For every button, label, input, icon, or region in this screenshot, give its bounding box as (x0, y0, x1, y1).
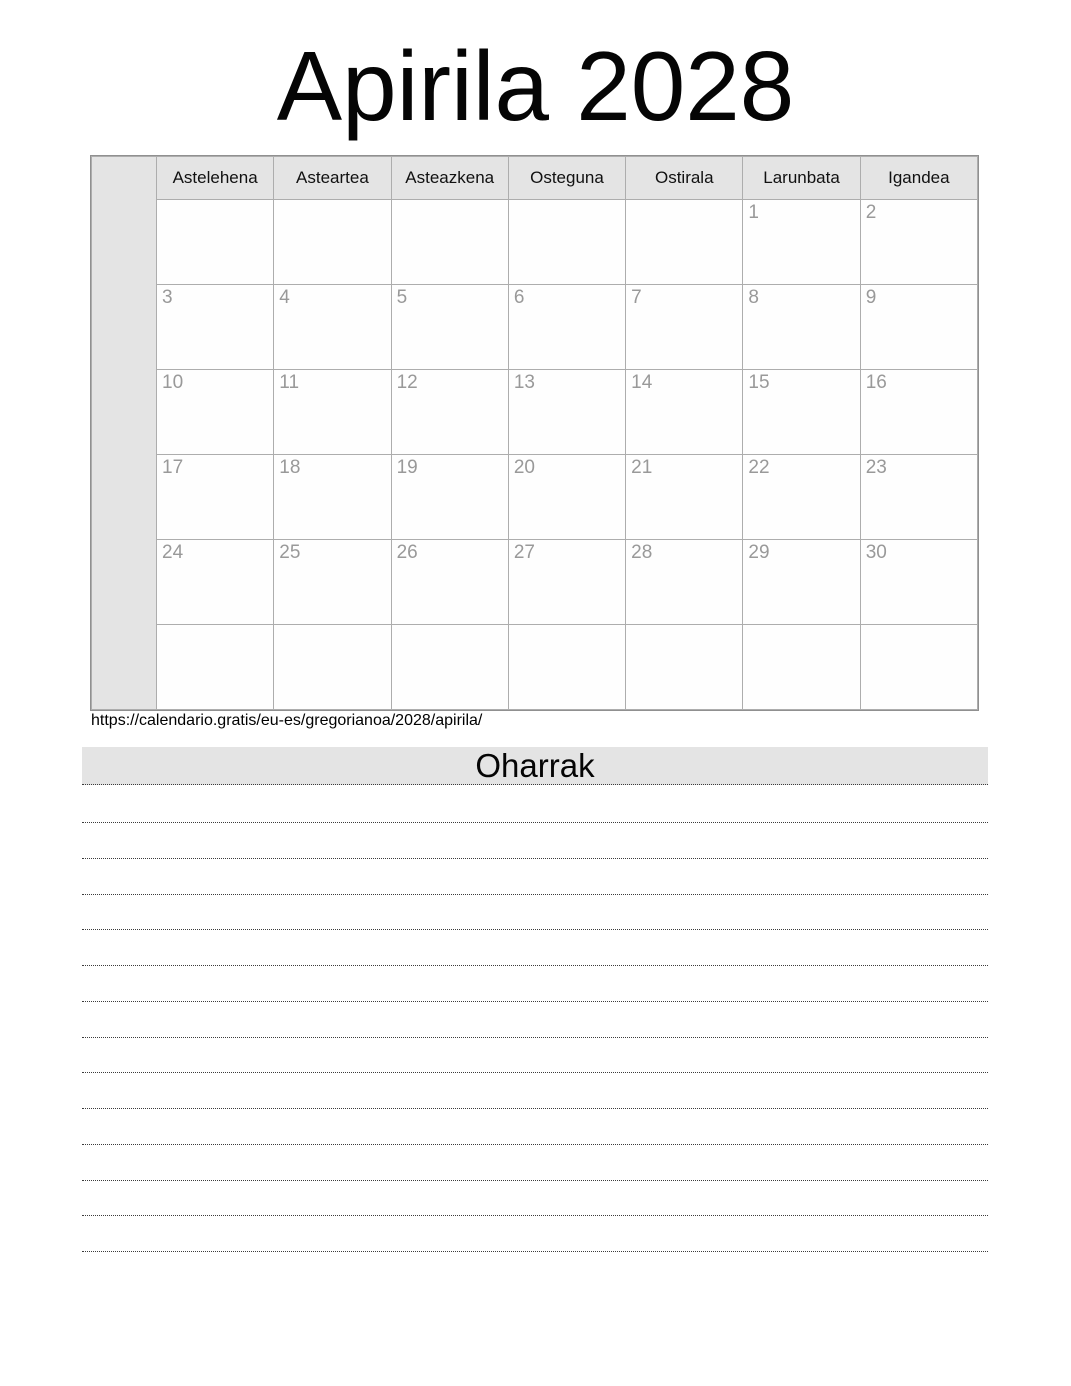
day-number: 19 (396, 457, 418, 478)
calendar-day-cell (391, 455, 508, 540)
calendar-week-row (92, 370, 978, 455)
day-number: 30 (865, 542, 887, 563)
day-number: 26 (396, 542, 418, 563)
calendar-day-cell (743, 370, 860, 455)
note-ruled-line (82, 1001, 988, 1002)
calendar-day-cell (860, 285, 977, 370)
note-ruled-line (82, 894, 988, 895)
calendar-empty-cell (274, 625, 391, 710)
calendar-week-row (92, 455, 978, 540)
day-number: 22 (748, 457, 770, 478)
day-number (509, 625, 625, 626)
calendar-empty-cell (157, 200, 274, 285)
day-number: 1 (748, 202, 759, 223)
calendar-table (91, 156, 978, 710)
day-number: 28 (631, 542, 653, 563)
calendar-day-cell (626, 540, 743, 625)
day-number (861, 625, 977, 626)
calendar-day-cell (860, 540, 977, 625)
day-number: 24 (162, 542, 184, 563)
note-ruled-line (82, 1037, 988, 1038)
weekday-header-friday: Ostirala (626, 157, 743, 200)
day-number: 2 (865, 202, 877, 223)
note-ruled-line (82, 1108, 988, 1109)
calendar-day-cell (391, 285, 508, 370)
calendar-day-cell (508, 285, 625, 370)
calendar-week-row (92, 540, 978, 625)
weekday-header-thursday: Osteguna (508, 157, 625, 200)
weekday-header-monday: Astelehena (157, 157, 274, 200)
calendar-day-cell (157, 285, 274, 370)
calendar-day-cell (626, 455, 743, 540)
weekday-header-sunday: Igandea (860, 157, 977, 200)
day-number (157, 625, 273, 626)
weekday-header-wednesday: Asteazkena (391, 157, 508, 200)
weekday-header-saturday: Larunbata (743, 157, 860, 200)
day-number: 23 (865, 457, 887, 478)
day-number (626, 625, 742, 626)
calendar-week-row (92, 625, 978, 710)
note-ruled-line (82, 1072, 988, 1073)
day-number (626, 200, 742, 201)
calendar-week-row (92, 285, 978, 370)
day-number: 14 (631, 372, 653, 393)
day-number: 11 (279, 372, 300, 393)
calendar-empty-cell (860, 625, 977, 710)
calendar-empty-cell (626, 625, 743, 710)
calendar-day-cell (860, 455, 977, 540)
calendar-day-cell (743, 455, 860, 540)
day-number: 9 (865, 287, 877, 308)
day-number: 12 (396, 372, 418, 393)
day-number: 18 (279, 457, 301, 478)
day-number: 4 (279, 287, 290, 308)
day-number: 7 (631, 287, 642, 308)
note-ruled-line (82, 858, 988, 859)
day-number: 6 (513, 287, 525, 308)
day-number: 27 (513, 542, 535, 563)
calendar-day-cell (860, 370, 977, 455)
notes-header (82, 747, 988, 785)
calendar-day-cell (743, 200, 860, 285)
calendar-day-cell (274, 455, 391, 540)
calendar-empty-cell (743, 625, 860, 710)
calendar-week-row (92, 200, 978, 285)
day-number: 20 (513, 457, 535, 478)
calendar-empty-cell (391, 200, 508, 285)
day-number: 8 (748, 287, 759, 308)
calendar-day-cell (508, 370, 625, 455)
day-number: 25 (279, 542, 301, 563)
calendar-day-cell (743, 285, 860, 370)
calendar-empty-cell (508, 200, 625, 285)
calendar-day-cell (274, 285, 391, 370)
note-ruled-line (82, 822, 988, 823)
calendar-day-cell (860, 200, 977, 285)
day-number (392, 200, 508, 201)
note-ruled-line (82, 965, 988, 966)
notes-heading: Oharrak (475, 747, 595, 784)
day-number: 3 (162, 287, 173, 308)
calendar-day-cell (626, 285, 743, 370)
calendar (91, 156, 978, 710)
day-number: 10 (162, 372, 184, 393)
calendar-day-cell (743, 540, 860, 625)
calendar-day-cell (391, 370, 508, 455)
calendar-day-cell (274, 370, 391, 455)
day-number (392, 625, 508, 626)
calendar-day-cell (391, 540, 508, 625)
weekday-header-tuesday: Asteartea (274, 157, 391, 200)
day-number (274, 200, 390, 201)
calendar-empty-cell (391, 625, 508, 710)
day-number: 5 (396, 287, 408, 308)
calendar-day-cell (157, 370, 274, 455)
calendar-day-cell (157, 540, 274, 625)
calendar-day-cell (508, 455, 625, 540)
day-number (743, 625, 859, 626)
note-ruled-line (82, 1215, 988, 1216)
source-url: https://calendario.gratis/eu-es/gregorianoa/2028/apirila/ (91, 712, 483, 729)
calendar-body (92, 157, 978, 710)
page-title: Apirila 2028 (276, 31, 795, 141)
calendar-day-cell (274, 540, 391, 625)
day-number: 15 (748, 372, 770, 393)
calendar-empty-cell (508, 625, 625, 710)
calendar-empty-cell (157, 625, 274, 710)
day-number: 29 (748, 542, 770, 563)
day-number: 21 (631, 457, 653, 478)
day-number (274, 625, 390, 626)
note-ruled-line (82, 929, 988, 930)
note-ruled-line (82, 1180, 988, 1181)
calendar-header-row (92, 157, 978, 200)
day-number: 17 (162, 457, 184, 478)
week-number-column (92, 157, 157, 710)
calendar-day-cell (508, 540, 625, 625)
calendar-day-cell (157, 455, 274, 540)
day-number (509, 200, 625, 201)
calendar-empty-cell (274, 200, 391, 285)
day-number: 13 (513, 372, 535, 393)
note-ruled-line (82, 1144, 988, 1145)
note-ruled-line (82, 1251, 988, 1252)
day-number (157, 200, 273, 201)
day-number: 16 (865, 372, 887, 393)
calendar-day-cell (626, 370, 743, 455)
calendar-empty-cell (626, 200, 743, 285)
